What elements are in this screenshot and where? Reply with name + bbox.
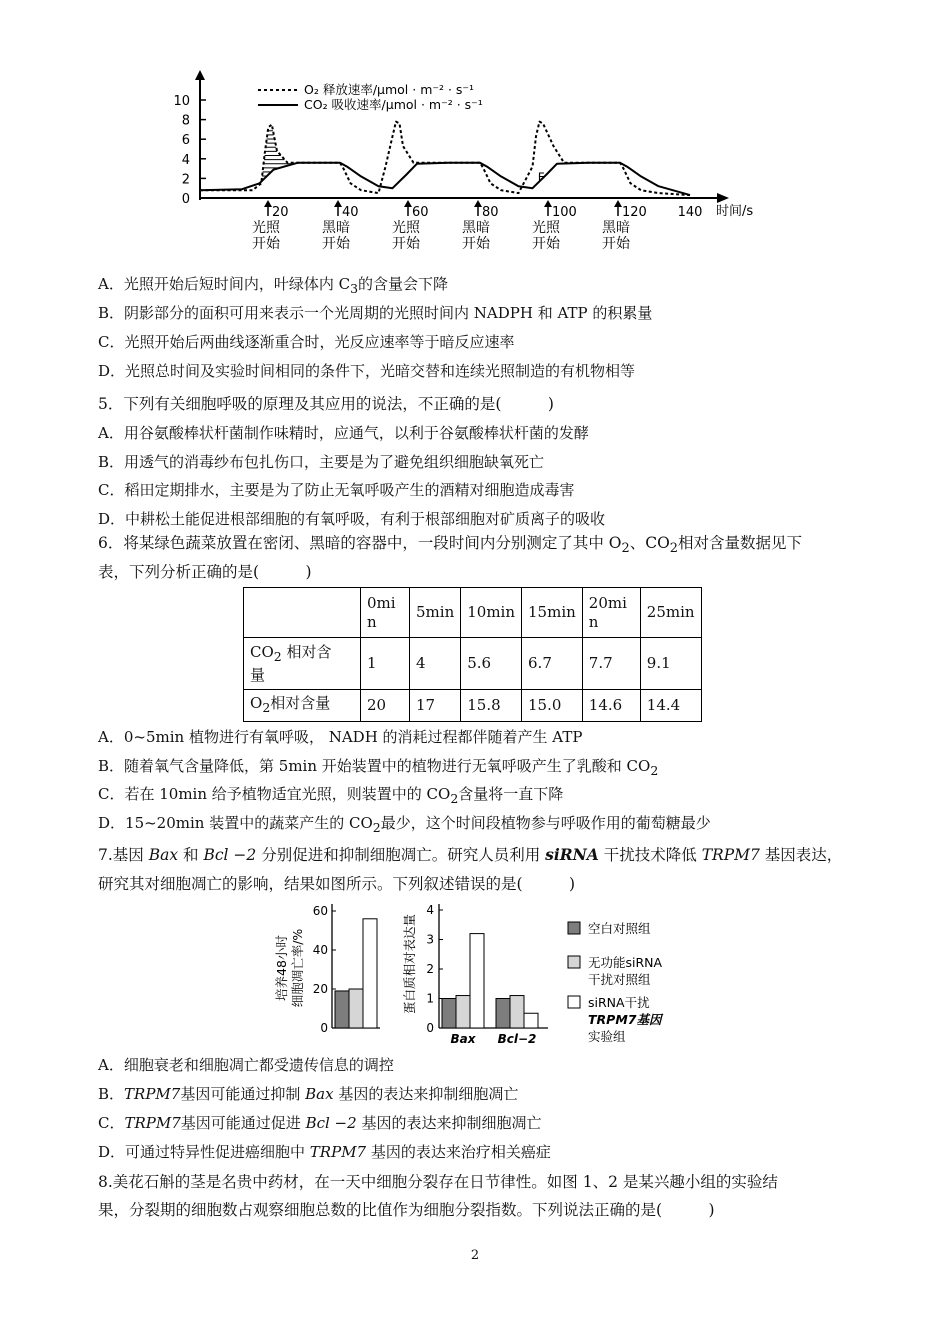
y-axis-label-line: 细胞凋亡率/% [290,928,305,1008]
event-label: 黑暗 [462,220,490,236]
event-label: 光照 [532,220,560,236]
chart1-shaded-area [262,131,295,180]
y-axis-arrow [195,70,205,80]
legend-swatch [568,956,580,968]
chart1-legend [258,82,483,112]
q5-stem: 5．下列有关细胞呼吸的原理及其应用的说法，不正确的是( ) [98,395,554,413]
event-label: 开始 [462,236,490,250]
event-label: 开始 [532,236,560,250]
q4-option-a: A．光照开始后短时间内，叶绿体内 $C_3$的含量会下降 [98,275,449,296]
event-label: 开始 [252,236,280,250]
table-header-cell: 20mi n [582,588,640,638]
protein-expression-chart [402,903,548,1046]
y-tick-label: 20 [312,982,328,996]
table-header-cell: 0mi n [361,588,410,638]
chart1-series [200,122,690,196]
q8-stem-line1: 8.美花石斛的茎是名贵中药材，在一天中细胞分裂存在日节律性。如图 1、2 是某兴趣小组的实验结 [98,1173,778,1191]
y-axis-label: 蛋白质相对表达量 [402,913,417,1015]
x-tick-label: 40 [342,205,359,220]
q6-stem-line2: 表，下列分析正确的是( ) [98,563,312,581]
bar [470,934,484,1028]
q5-option-a: A．用谷氨酸棒状杆菌制作味精时，应通气，以利于谷氨酸棒状杆菌的发酵 [98,424,589,442]
table-cell: 15.8 [461,690,522,722]
y-tick-label: 8 [181,113,190,129]
bar [496,999,510,1029]
table-corner-cell [244,588,361,638]
bar-chart-legend [568,921,664,1044]
x-tick-label: 120 [622,205,647,220]
table-header-cell: 25min [640,588,701,638]
q4-option-d: D．光照总时间及实验时间相同的条件下，光暗交替和连续光照制造的有机物相等 [98,362,636,380]
legend-label: 无功能siRNA [588,955,663,970]
bar [335,991,349,1028]
y-tick-label: 60 [312,904,328,918]
legend-swatch [568,996,580,1008]
gas-content-table [243,587,702,722]
x-axis-label: 时间/s [716,204,754,219]
table-header-cell: 5min [410,588,461,638]
apoptosis-bar-charts [262,896,702,1046]
table-row-co2 [244,638,702,690]
legend-label: 空白对照组 [588,921,651,936]
table-row-o2 [244,690,702,722]
event-arrow-head [474,200,482,207]
q6-stem-line1: 6．将某绿色蔬菜放置在密闭、黑暗的容器中，一段时间内分别测定了其中 $O_2$、$CO_2$相对含量数据见下 [98,534,803,557]
q7-option-b: B．TRPM7基因可能通过抑制 Bax 基因的表达来抑制细胞凋亡 [98,1085,519,1103]
y-tick-label: 3 [426,932,434,947]
q7-option-a: A．细胞衰老和细胞凋亡都受遗传信息的调控 [98,1056,394,1074]
y-tick-label: 4 [181,152,190,168]
x-tick-label: Bax [450,1032,476,1046]
photosynthesis-rate-chart [160,60,800,250]
q4-option-b: B．阴影部分的面积可用来表示一个光周期的光照时间内 NADPH 和 ATP 的积累量 [98,304,653,322]
table-header-cell: 15min [522,588,583,638]
event-label: 黑暗 [602,220,630,236]
table-cell: 1 [361,638,410,690]
table-header-cell: 10min [461,588,522,638]
legend-label: 干扰对照组 [588,972,651,987]
y-tick-label: 2 [426,962,434,976]
q8-stem-line2: 果，分裂期的细胞数占观察细胞总数的比值作为细胞分裂指数。下列说法正确的是( ) [98,1201,715,1219]
q6-option-b: B．随着氧气含量降低，第 5min 开始装置中的植物进行无氧呼吸产生了乳酸和 $CO_2$ [98,757,659,778]
table-cell: 9.1 [640,638,701,690]
event-arrow-head [334,200,342,207]
table-cell: 5.6 [461,638,522,690]
x-tick-label: 60 [412,205,429,220]
table-row-label: $CO_2$ 相对含 量 [244,638,361,690]
bar [442,999,456,1029]
y-tick-label: 10 [173,94,190,109]
event-label: 光照 [252,220,280,236]
x-axis-arrow [717,193,729,203]
legend-label: CO₂ 吸收速率/μmol · m⁻² · s⁻¹ [304,97,483,112]
bar [363,919,377,1028]
q6-option-c: C．若在 10min 给予植物适宜光照，则装置中的 $CO_2$含量将一直下降 [98,785,564,806]
y-tick-label: 1 [426,991,434,1006]
q4-option-c: C．光照开始后两曲线逐渐重合时，光反应速率等于暗反应速率 [98,333,515,351]
o2-release-line [200,122,690,196]
q7-option-d: D．可通过特异性促进癌细胞中 TRPM7 基因的表达来治疗相关癌症 [98,1143,551,1161]
bar [456,996,470,1028]
y-axis-label-line: 培养48小时 [274,935,289,1001]
event-arrow-head [614,200,622,207]
q7-stem-line2: 研究其对细胞凋亡的影响，结果如图所示。下列叙述错误的是( ) [98,875,576,893]
q7-stem-line1: 7.基因 Bax 和 Bcl −2 分别促进和抑制细胞凋亡。研究人员利用 siRNA 干扰技术降低 TRPM7 基因表达， [98,845,843,864]
y-tick-label: 2 [181,172,190,188]
q5-option-d: D．中耕松土能促进根部细胞的有氧呼吸，有利于根部细胞对矿质离子的吸收 [98,510,606,528]
legend-label: TRPM7基因 [588,1012,662,1027]
legend-label: 实验组 [588,1029,626,1044]
table-cell: 15.0 [522,690,583,722]
x-tick-label: 20 [272,205,289,220]
table-row-label: $O_2$相对含量 [244,690,361,722]
q7-option-c: C．TRPM7基因可能通过促进 Bcl −2 基因的表达来抑制细胞凋亡 [98,1114,542,1132]
event-arrow-head [264,200,272,207]
x-tick-label: 100 [552,205,577,220]
x-tick-label: 80 [482,205,499,220]
table-header-row [244,588,702,638]
event-arrow-head [404,200,412,207]
event-label: 光照 [392,220,420,236]
event-label: 开始 [602,236,630,250]
event-label: 开始 [392,236,420,250]
table-cell: 17 [410,690,461,722]
bar [349,989,363,1028]
x-tick-label: 140 [677,205,703,220]
table-cell: 4 [410,638,461,690]
table-cell: 7.7 [582,638,640,690]
table-cell: 6.7 [522,638,583,690]
bar [510,996,524,1028]
legend-label: siRNA干扰 [588,995,650,1010]
y-tick-label: 40 [312,943,328,957]
chart1-event-labels [252,200,702,250]
apoptosis-rate-chart [274,904,380,1035]
x-tick-label: Bcl−2 [497,1032,537,1046]
y-tick-label: 0 [181,192,190,207]
y-tick-label: 4 [426,903,434,917]
y-tick-label: 0 [320,1021,328,1035]
table-cell: 20 [361,690,410,722]
page-number: 2 [470,1248,480,1263]
q5-option-b: B．用透气的消毒纱布包扎伤口，主要是为了避免组织细胞缺氧死亡 [98,453,545,471]
event-arrow-head [544,200,552,207]
table-cell: 14.4 [640,690,701,722]
event-label: 黑暗 [322,220,350,236]
event-label: 开始 [322,236,350,250]
q6-option-d: D．15~20min 装置中的蔬菜产生的 $CO_2$最少，这个时间段植物参与呼吸作用的葡萄糖最少 [98,814,711,835]
y-tick-label: 0 [426,1021,434,1035]
q6-option-a: A．0~5min 植物进行有氧呼吸， NADH 的消耗过程都伴随着产生 ATP [98,728,583,746]
y-axis-label [274,929,305,1008]
y-tick-label: 6 [181,133,190,149]
legend-swatch [568,922,580,934]
bar [524,1013,538,1028]
legend-label: O₂ 释放速率/μmol · m⁻² · s⁻¹ [304,82,475,97]
point-label-f: F [537,170,545,185]
q5-option-c: C．稻田定期排水，主要是为了防止无氧呼吸产生的酒精对细胞造成毒害 [98,481,575,499]
table-cell: 14.6 [582,690,640,722]
